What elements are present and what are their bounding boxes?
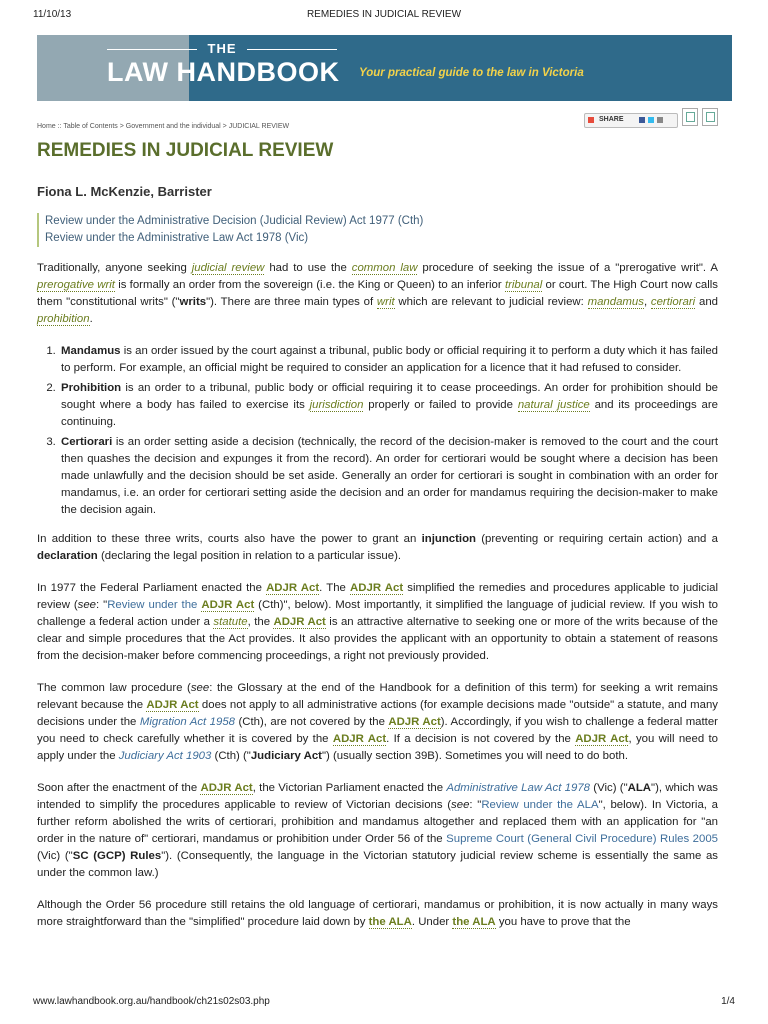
adjr-act-link[interactable]: ADJR Act	[266, 582, 320, 594]
text-run: (preventing or requiring certain action) and a	[476, 533, 718, 545]
paragraph-1	[37, 260, 718, 328]
site-tagline: Your practical guide to the law in Victoria	[359, 67, 584, 79]
adjr-act-link[interactable]: ADJR Act	[575, 733, 629, 745]
site-banner[interactable]	[37, 35, 732, 101]
text-run: : "	[469, 799, 482, 811]
text-run: properly or failed to provide	[363, 399, 518, 411]
bold-term: Mandamus	[61, 345, 121, 357]
text-run: procedure of seeking the issue of a "prerogative writ". A	[417, 262, 718, 274]
legislation-link[interactable]: Administrative Law Act 1978	[446, 782, 590, 794]
bold-term: Judiciary Act	[250, 750, 322, 762]
glossary-link[interactable]: prerogative writ	[37, 279, 115, 291]
italic-text: see	[451, 799, 470, 811]
text-run: ,	[643, 296, 651, 308]
breadcrumb[interactable]: Home :: Table of Contents > Government and the individual > JUDICIAL REVIEW	[37, 123, 290, 130]
adjr-act-link[interactable]: ADJR Act	[332, 733, 387, 745]
adjr-act-link[interactable]: the ALA	[368, 916, 412, 928]
text-run: Although the Order 56 procedure still retains the old language of certiorari, mandamus or prohibition, it is now actually in many ways more straightforward than the "simplified" procedure laid down by	[37, 899, 718, 928]
text-run: : the Glossary at the end of the Handbook for a definition of this term) for seeking a writ remains relevant because the	[37, 682, 719, 711]
paragraph-2	[37, 531, 718, 565]
adjr-act-link[interactable]: the ALA	[452, 916, 496, 928]
email-icon[interactable]	[657, 117, 663, 123]
adjr-act-link[interactable]: ADJR Act	[388, 716, 441, 728]
text-run: is an attractive alternative to seeking one or more of the writs because of the clear and simple procedures that the Act provides. It also provides the applicant with an opportunity to obtain a statement of reasons from the decision-maker before commencing proceedings, a right not previously provided.	[37, 616, 719, 662]
bold-term: SC (GCP) Rules	[72, 850, 162, 862]
adjr-act-link[interactable]: ADJR Act	[146, 699, 199, 711]
text-run: which are relevant to judicial review:	[394, 296, 588, 308]
text-run: , the Victorian Parliament enacted the	[252, 782, 447, 794]
print-header	[33, 9, 735, 23]
glossary-link[interactable]: common law	[351, 262, 418, 274]
paragraph-3	[37, 580, 718, 665]
glossary-link[interactable]: statute	[213, 616, 248, 628]
writ-list	[37, 343, 718, 519]
page-title: REMEDIES IN JUDICIAL REVIEW	[37, 140, 334, 161]
adjr-act-link[interactable]: ADJR Act	[201, 599, 255, 611]
list-item-prohibition	[59, 380, 718, 431]
site-logo[interactable]: LAW HANDBOOK	[107, 57, 340, 87]
italic-text: see	[190, 682, 210, 694]
text-run: (Cth)", below). Most importantly, it simplified the language of judicial review. If you wish to challenge a federal action under a	[37, 599, 718, 628]
adjr-act-link[interactable]: ADJR Act	[200, 782, 253, 794]
italic-text: see	[77, 599, 97, 611]
share-button[interactable]	[584, 113, 678, 128]
paragraph-6	[37, 897, 718, 931]
bold-term: declaration	[37, 550, 98, 562]
related-link-adjr[interactable]: Review under the Administrative Decision (Judicial Review) Act 1977 (Cth)	[37, 213, 423, 230]
text-run: , you will need to apply under the	[37, 733, 718, 762]
text-run: In 1977 the Federal Parliament enacted the	[37, 582, 267, 594]
twitter-icon[interactable]	[648, 117, 654, 123]
logo-the: THE	[107, 41, 337, 56]
text-run: or court. The High Court now calls them "constitutional writs" ("	[37, 279, 718, 308]
text-run: is an order setting aside a decision (technically, the record of the decision-maker is removed to the court and the court then quashes the decision and expunges it from the record). An order for certiorari would be sought where a decision has been made unlawfully and the decision should be set aside. Generally an order for certiorari is sought in combination with an order for mandamus, i.e. an order for certiorari setting aside the decision and an order for mandamus requiring the decision-maker to make the decision again.	[61, 436, 718, 516]
text-run: (Vic) ("	[37, 850, 73, 862]
text-run: you have to prove that the	[495, 916, 631, 928]
text-run: simplified the remedies and procedures applicable to judicial review (	[37, 582, 719, 611]
text-link[interactable]: Supreme Court (General Civil Procedure) Rules 2005	[446, 833, 718, 845]
print-footer	[33, 996, 735, 1010]
adjr-act-link[interactable]: ADJR Act	[350, 582, 404, 594]
text-run: In addition to these three writs, courts also have the power to grant an	[37, 533, 422, 545]
text-run: does not apply to all administrative actions (for example decisions made "outside" a statute, and many decisions under the	[37, 699, 718, 728]
text-run: (Cth) ("	[211, 750, 251, 762]
related-link-ala[interactable]: Review under the Administrative Law Act 1978 (Vic)	[37, 230, 423, 247]
glossary-link[interactable]: certiorari	[650, 296, 696, 308]
text-run: ). Accordingly, if you wish to challenge a federal matter you need to check carefully whether it is covered by the	[37, 716, 718, 745]
text-run: is an order to a tribunal, public body or official requiring it to cease proceedings. An order for prohibition should be sought where a body has failed to exercise its	[61, 382, 718, 411]
text-run: .	[89, 313, 93, 325]
text-run: (Cth), are not covered by the	[234, 716, 389, 728]
glossary-link[interactable]: jurisdiction	[309, 399, 364, 411]
text-run: and	[695, 296, 719, 308]
text-run: . If a decision is not covered by the	[386, 733, 576, 745]
legislation-link[interactable]: Judiciary Act 1903	[118, 750, 212, 762]
glossary-link[interactable]: tribunal	[504, 279, 543, 291]
text-run: had to use the	[264, 262, 352, 274]
text-link[interactable]: Review under the	[107, 599, 202, 611]
print-title: REMEDIES IN JUDICIAL REVIEW	[306, 9, 462, 20]
text-run: is formally an order from the sovereign (i.e. the King or Queen) to an inferior	[114, 279, 505, 291]
list-item-certiorari	[59, 434, 718, 519]
text-run: "). (Consequently, the language in the Victorian statutory judicial review scheme is essentially the same as under the common law.)	[37, 850, 718, 879]
list-item-mandamus	[59, 343, 718, 377]
glossary-link[interactable]: prohibition	[37, 313, 90, 325]
text-run: Traditionally, anyone seeking	[37, 262, 192, 274]
print-page-number: 1/4	[721, 996, 735, 1007]
text-run: (declaring the legal position in relation to a particular issue).	[97, 550, 402, 562]
text-run: (Vic) ("	[590, 782, 628, 794]
glossary-link[interactable]: mandamus	[587, 296, 644, 308]
text-run: The common law procedure (	[37, 682, 191, 694]
text-run: and its proceedings are continuing.	[61, 399, 719, 428]
pdf-icon[interactable]	[702, 108, 718, 126]
text-link[interactable]: Review under the ALA	[481, 799, 599, 811]
paragraph-5	[37, 780, 718, 882]
text-run: "). There are three main types of	[206, 296, 377, 308]
bold-term: writs	[179, 296, 207, 308]
legislation-link[interactable]: Migration Act 1958	[139, 716, 235, 728]
text-run: : "	[96, 599, 108, 611]
text-run: Soon after the enactment of the	[37, 782, 201, 794]
text-run: ", below). In Victoria, a further reform abolished the writs of certiorari, prohibition and mandamus altogether and replaced them with an application for "an order in the nature of" certiorari, mandamus or prohibition under Order 56 of the	[37, 799, 718, 845]
text-run: is an order issued by the court against a tribunal, public body or official requiring it to perform a duty which it has failed to perform. For example, an official might be required to consider an application for a licence that it had refused to consider.	[61, 345, 718, 374]
related-links	[37, 213, 423, 247]
bold-term: Certiorari	[61, 436, 113, 448]
text-run: "), which was intended to simplify the procedures applicable to review of Victorian decisions (	[37, 782, 718, 811]
bold-term: Prohibition	[61, 382, 122, 394]
print-date: 11/10/13	[33, 9, 72, 20]
text-run: , the	[247, 616, 274, 628]
bold-term: injunction	[421, 533, 476, 545]
author: Fiona L. McKenzie, Barrister	[37, 184, 212, 199]
article-body	[37, 260, 718, 946]
addthis-icon	[588, 117, 594, 123]
facebook-icon[interactable]	[639, 117, 645, 123]
print-icon[interactable]	[682, 108, 698, 126]
adjr-act-link[interactable]: ADJR Act	[273, 616, 326, 628]
text-run: . Under	[411, 916, 453, 928]
text-run: ") (usually section 39B). Sometimes you will need to do both.	[321, 750, 629, 762]
share-label: SHARE	[599, 116, 624, 123]
glossary-link[interactable]: writ	[376, 296, 395, 308]
paragraph-4	[37, 680, 718, 765]
print-url: www.lawhandbook.org.au/handbook/ch21s02s03.php	[33, 996, 270, 1007]
glossary-link[interactable]: judicial review	[191, 262, 265, 274]
glossary-link[interactable]: natural justice	[517, 399, 590, 411]
bold-term: ALA	[627, 782, 652, 794]
text-run: . The	[319, 582, 351, 594]
